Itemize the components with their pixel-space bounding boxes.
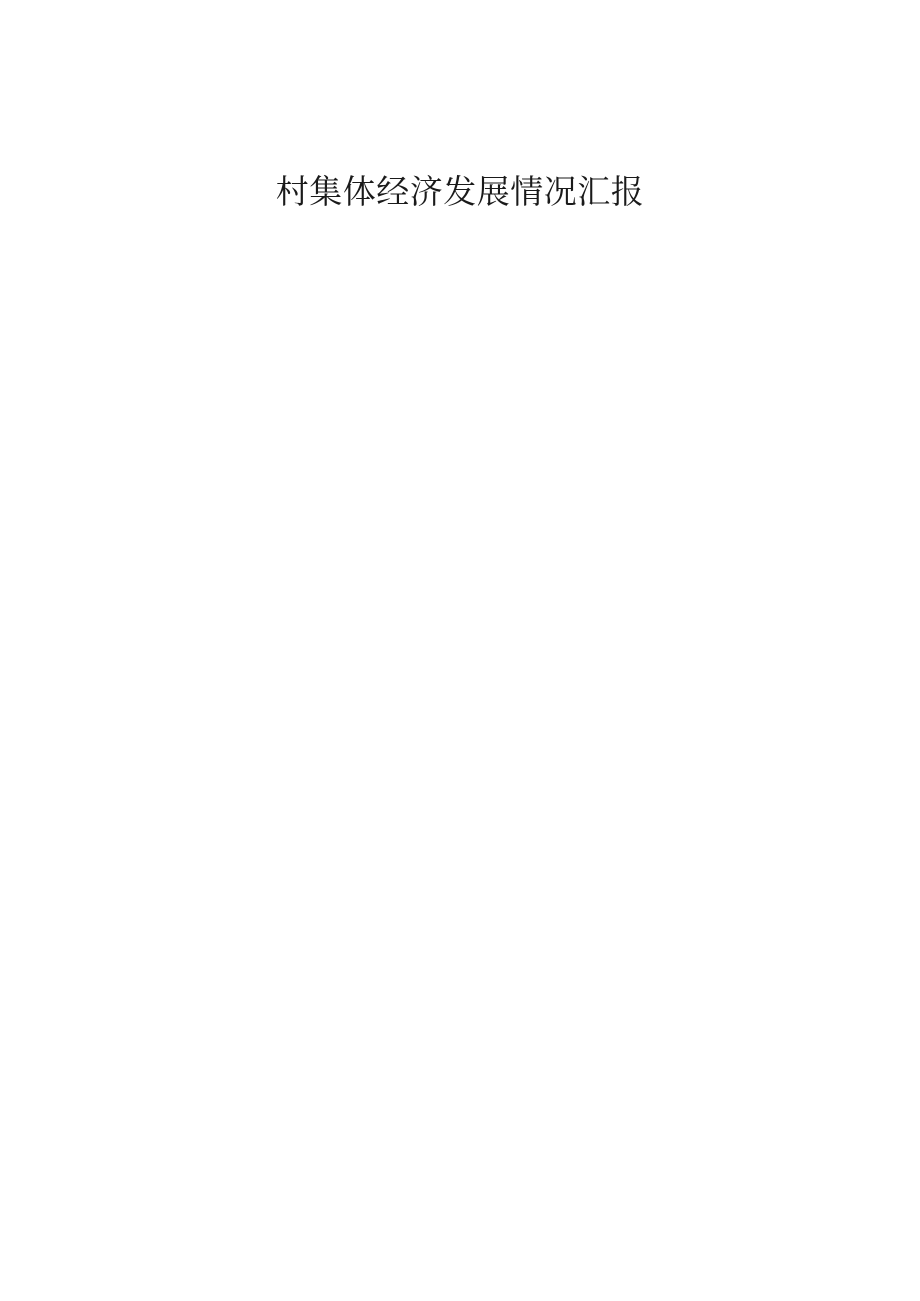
document-title: 村集体经济发展情况汇报 [275, 172, 645, 211]
